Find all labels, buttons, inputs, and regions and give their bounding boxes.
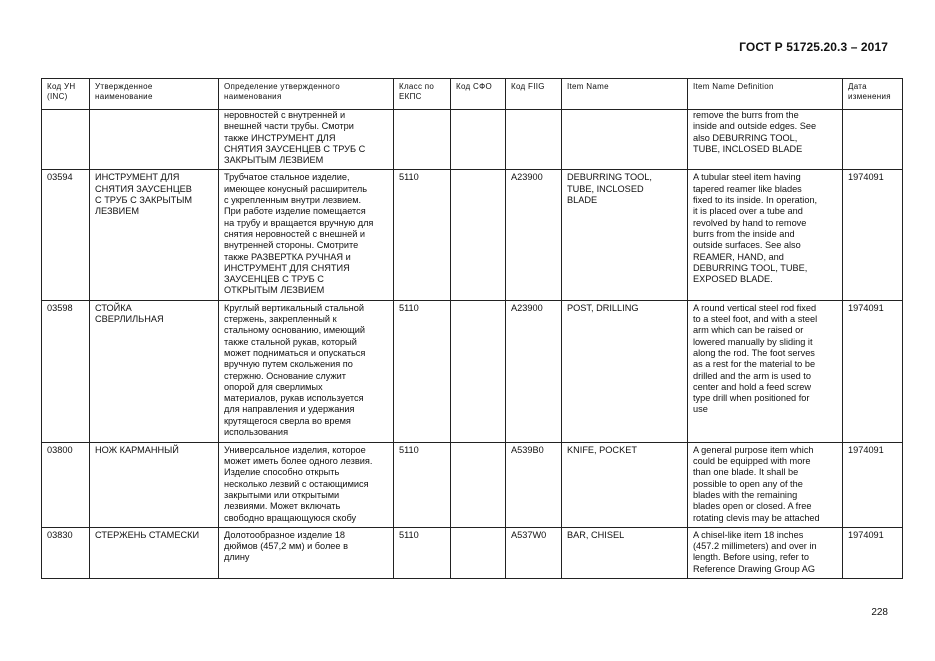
cell-change-date: 1974091 <box>843 170 903 300</box>
cell-inc: 03594 <box>42 170 90 300</box>
cell-approved-name: ИНСТРУМЕНТ ДЛЯ СНЯТИЯ ЗАУСЕНЦЕВ С ТРУБ С ЗАКРЫТЫМ ЛЕЗВИЕМ <box>90 170 219 300</box>
column-header-inc: Код УН (INC) <box>42 79 90 110</box>
cell-approved-name: НОЖ КАРМАННЫЙ <box>90 442 219 527</box>
table-row <box>42 170 903 300</box>
cell-change-date <box>843 110 903 170</box>
cell-sfo <box>451 300 506 442</box>
column-header-item-definition: Item Name Definition <box>688 79 843 110</box>
cell-item-definition: A general purpose item which could be equipped with more than one blade. It shall be possible to open any of the blades with the remaining blades open or closed. A free rotating clevis may be attached <box>688 442 843 527</box>
cell-sfo <box>451 442 506 527</box>
document-standard-header: ГОСТ Р 51725.20.3 – 2017 <box>739 40 888 54</box>
cell-approved-name <box>90 110 219 170</box>
column-header-item-name: Item Name <box>562 79 688 110</box>
table-header-row <box>42 79 903 110</box>
cell-item-definition: A chisel-like item 18 inches (457.2 millimeters) and over in length. Before using, refer to Reference Drawing Group AG <box>688 527 843 578</box>
cell-item-name <box>562 110 688 170</box>
table-row <box>42 442 903 527</box>
cell-item-name: KNIFE, POCKET <box>562 442 688 527</box>
cell-fiig <box>506 110 562 170</box>
cell-approved-name: СТОЙКА СВЕРЛИЛЬНАЯ <box>90 300 219 442</box>
cell-class <box>394 110 451 170</box>
cell-approved-name: СТЕРЖЕНЬ СТАМЕСКИ <box>90 527 219 578</box>
cell-change-date: 1974091 <box>843 442 903 527</box>
column-header-class: Класс по ЕКПС <box>394 79 451 110</box>
cell-fiig: A23900 <box>506 170 562 300</box>
cell-item-definition: A tubular steel item having tapered reamer like blades fixed to its inside. In operation, it is placed over a tube and revolved by hand to remove burrs from the inside and outside surfaces. See also REAMER, HAND, and DEBURRING TOOL, TUBE, EXPOSED BLADE. <box>688 170 843 300</box>
cell-sfo <box>451 110 506 170</box>
catalog-table <box>41 78 903 579</box>
cell-sfo <box>451 527 506 578</box>
cell-class: 5110 <box>394 442 451 527</box>
column-header-definition: Определение утвержденного наименования <box>219 79 394 110</box>
table-row <box>42 110 903 170</box>
table-row <box>42 527 903 578</box>
cell-sfo <box>451 170 506 300</box>
cell-item-name: POST, DRILLING <box>562 300 688 442</box>
cell-inc: 03800 <box>42 442 90 527</box>
cell-class: 5110 <box>394 527 451 578</box>
cell-item-definition: remove the burrs from the inside and outside edges. See also DEBURRING TOOL, TUBE, INCLOSED BLADE <box>688 110 843 170</box>
cell-class: 5110 <box>394 170 451 300</box>
column-header-approved-name: Утвержденное наименование <box>90 79 219 110</box>
cell-item-name: DEBURRING TOOL, TUBE, INCLOSED BLADE <box>562 170 688 300</box>
column-header-fiig: Код FIIG <box>506 79 562 110</box>
cell-class: 5110 <box>394 300 451 442</box>
cell-inc: 03598 <box>42 300 90 442</box>
cell-item-name: BAR, CHISEL <box>562 527 688 578</box>
cell-change-date: 1974091 <box>843 300 903 442</box>
cell-item-definition: A round vertical steel rod fixed to a steel foot, and with a steel arm which can be raised or lowered manually by sliding it along the rod. The foot serves as a rest for the material to be drilled and the arm is used to center and hold a feed screw type drill when positioned for use <box>688 300 843 442</box>
cell-inc: 03830 <box>42 527 90 578</box>
cell-fiig: A539B0 <box>506 442 562 527</box>
cell-definition: неровностей с внутренней и внешней части трубы. Смотри также ИНСТРУМЕНТ ДЛЯ СНЯТИЯ ЗАУСЕНЦЕВ С ТРУБ С ЗАКРЫТЫМ ЛЕЗВИЕМ <box>219 110 394 170</box>
cell-fiig: A537W0 <box>506 527 562 578</box>
cell-change-date: 1974091 <box>843 527 903 578</box>
column-header-sfo: Код СФО <box>451 79 506 110</box>
cell-inc <box>42 110 90 170</box>
cell-definition: Долотообразное изделие 18 дюймов (457,2 мм) и более в длину <box>219 527 394 578</box>
cell-definition: Круглый вертикальный стальной стержень, закрепленный к стальному основанию, имеющий также стальной рукав, который может подниматься и опускаться вручную путем скольжения по стержню. Основание служит опорой для сверлимых материалов, рукав используется для направления и удержания крутящегося сверла во время использования <box>219 300 394 442</box>
table-row <box>42 300 903 442</box>
cell-definition: Универсальное изделия, которое может иметь более одного лезвия. Изделие способно открыть несколько лезвий с остающимися закрытыми или открытыми лезвиями. Может включать свободно вращающуюся скобу <box>219 442 394 527</box>
column-header-change-date: Дата изменения <box>843 79 903 110</box>
cell-fiig: A23900 <box>506 300 562 442</box>
cell-definition: Трубчатое стальное изделие, имеющее конусный расширитель с укрепленным внутри лезвием. При работе изделие помещается на трубу и вращается вручную для снятия неровностей с внешней и внутренней стороны. Смотрите также РАЗВЕРТКА РУЧНАЯ и ИНСТРУМЕНТ ДЛЯ СНЯТИЯ ЗАУСЕНЦЕВ С ТРУБ С ОТКРЫТЫМ ЛЕЗВИЕМ <box>219 170 394 300</box>
page-number: 228 <box>871 607 888 618</box>
